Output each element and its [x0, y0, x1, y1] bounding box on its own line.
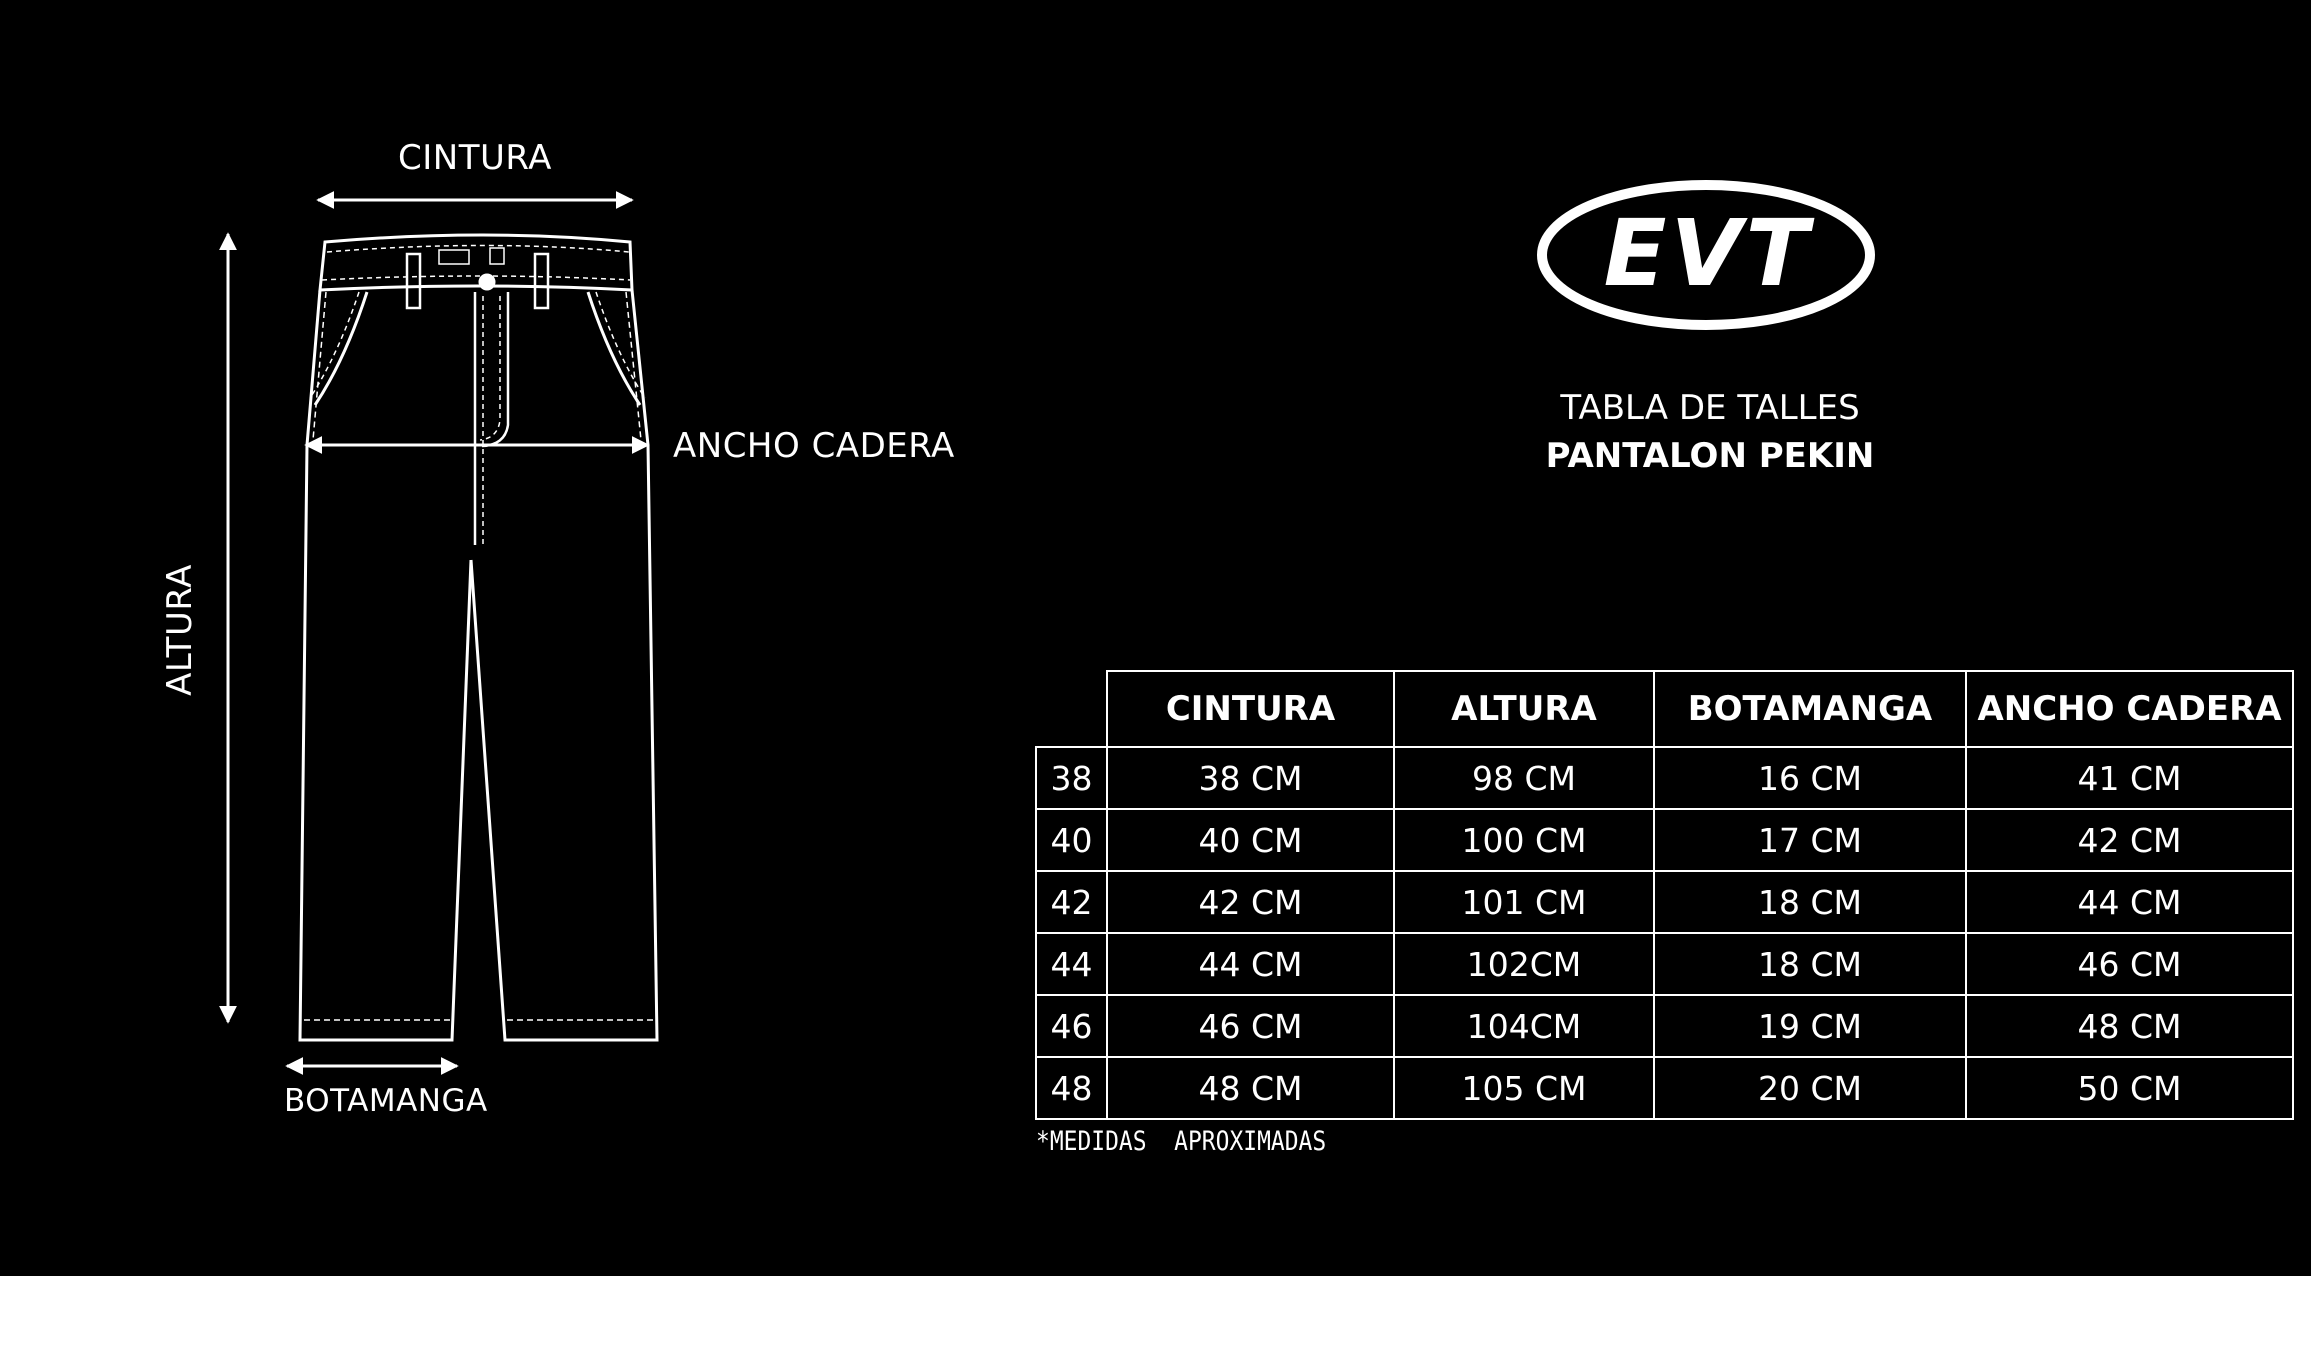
column-header: BOTAMANGA [1654, 671, 1966, 747]
table-row [1036, 871, 2293, 933]
size-cell: 38 [1036, 747, 1107, 809]
table-cell: 16 CM [1654, 747, 1966, 809]
column-header: CINTURA [1107, 671, 1394, 747]
table-cell: 48 CM [1966, 995, 2293, 1057]
table-cell: 17 CM [1654, 809, 1966, 871]
table-cell: 101 CM [1394, 871, 1654, 933]
table-cell: 38 CM [1107, 747, 1394, 809]
size-cell: 40 [1036, 809, 1107, 871]
pants-diagram [0, 0, 1000, 1276]
table-cell: 42 CM [1107, 871, 1394, 933]
table-cell: 19 CM [1654, 995, 1966, 1057]
table-cell: 41 CM [1966, 747, 2293, 809]
table-cell: 18 CM [1654, 933, 1966, 995]
table-cell: 98 CM [1394, 747, 1654, 809]
table-cell: 50 CM [1966, 1057, 2293, 1119]
table-row [1036, 747, 2293, 809]
table-cell: 44 CM [1107, 933, 1394, 995]
approximate-measures-note: *MEDIDAS APROXIMADAS [1036, 1126, 1327, 1157]
hem-label: BOTAMANGA [284, 1083, 488, 1119]
table-cell: 40 CM [1107, 809, 1394, 871]
table-cell: 104CM [1394, 995, 1654, 1057]
table-row [1036, 933, 2293, 995]
table-cell: 48 CM [1107, 1057, 1394, 1119]
table-cell: 44 CM [1966, 871, 2293, 933]
table-corner-cell [1036, 671, 1107, 747]
table-cell: 105 CM [1394, 1057, 1654, 1119]
evt-logo [1536, 175, 1876, 335]
product-title: PANTALON PEKIN [1545, 436, 1875, 476]
size-chart-subtitle: TABLA DE TALLES [1560, 388, 1860, 428]
table-cell: 102CM [1394, 933, 1654, 995]
pants-outline-icon [300, 235, 657, 1040]
table-row [1036, 809, 2293, 871]
table-row [1036, 995, 2293, 1057]
column-header: ALTURA [1394, 671, 1654, 747]
size-cell: 44 [1036, 933, 1107, 995]
waist-label: CINTURA [398, 138, 552, 178]
table-cell: 46 CM [1966, 933, 2293, 995]
table-row [1036, 1057, 2293, 1119]
hip-width-label: ANCHO CADERA [673, 426, 955, 466]
size-table [1035, 670, 2294, 1120]
size-cell: 42 [1036, 871, 1107, 933]
table-cell: 20 CM [1654, 1057, 1966, 1119]
table-cell: 100 CM [1394, 809, 1654, 871]
logo-text: EVT [1603, 200, 1813, 307]
table-cell: 46 CM [1107, 995, 1394, 1057]
table-cell: 18 CM [1654, 871, 1966, 933]
size-cell: 48 [1036, 1057, 1107, 1119]
height-label: ALTURA [160, 564, 200, 696]
table-cell: 42 CM [1966, 809, 2293, 871]
table-header-row [1036, 671, 2293, 747]
size-cell: 46 [1036, 995, 1107, 1057]
column-header: ANCHO CADERA [1966, 671, 2293, 747]
